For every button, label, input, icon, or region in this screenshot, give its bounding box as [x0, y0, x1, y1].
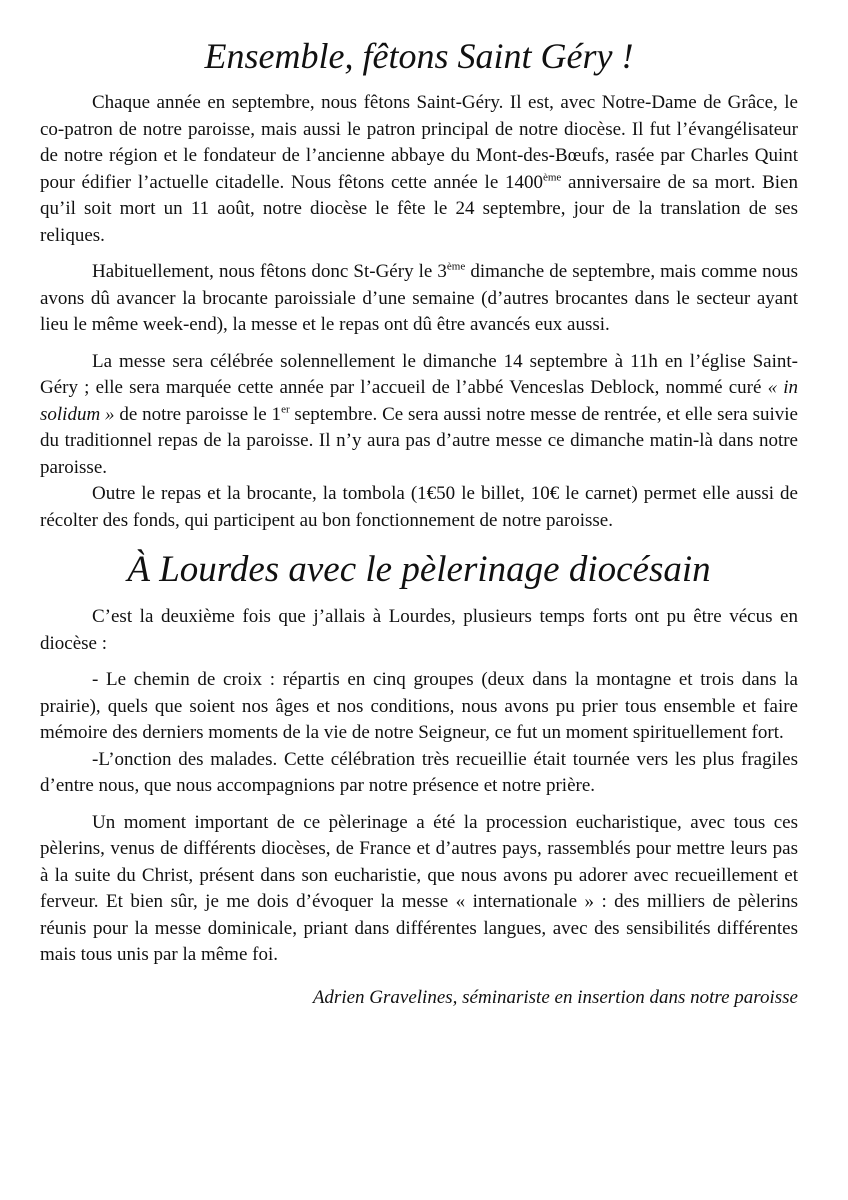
paragraph-date-change	[40, 259, 798, 339]
paragraph-chemin-de-croix: - Le chemin de croix : répartis en cinq groupes (deux dans la montagne et trois dans la prairie), quels que soient nos âges et nos conditions, nous avons pu prier tous ensemble et faire mémoire des derniers moments de la vie de notre Seigneur, ce fut un moment spirituellement fort.	[40, 669, 798, 743]
ordinal-superscript: ème	[542, 171, 562, 184]
text-segment: de notre paroisse le 1	[114, 403, 282, 425]
text-segment: Habituellement, nous fêtons donc St-Géry le 3	[92, 261, 447, 282]
paragraph-intro-saint-gery	[40, 90, 798, 249]
paragraph-tombola: Outre le repas et la brocante, la tombola (1€50 le billet, 10€ le carnet) permet elle aussi de récolter des fonds, qui participent au bon fonctionnement de notre paroisse.	[40, 483, 798, 531]
paragraph-procession: Un moment important de ce pèlerinage a été la procession eucharistique, avec tous ces pèlerins, venus de différents diocèses, de France et d’autres pays, rassemblés pour mettre leurs pas à la suite du Christ, présent dans son eucharistie, que nous avons pu adorer avec recueillement et ferveur. Et bien sûr, je me dois d’évoquer la messe « internationale » : des milliers de pèlerins réunis pour la messe dominicale, priant dans différentes langues, avec des sensibilités différentes mais tous unis par la même foi.	[40, 811, 798, 965]
author-signature: Adrien Gravelines, séminariste en insertion dans notre paroisse	[312, 986, 798, 1008]
ordinal-superscript: ème	[446, 260, 466, 273]
paragraph-mass-details	[40, 349, 798, 482]
section-title-saint-gery: Ensemble, fêtons Saint Géry !	[204, 36, 634, 76]
text-segment: La messe sera célébrée solennellement le dimanche 14 septembre à 11h en l’église Saint-Géry ; elle sera marquée cette année par l’accueil de l’abbé Venceslas Deblock, nommé curé	[40, 350, 798, 398]
text-segment: dimanche de septembre, mais comme nous avons dû avancer la brocante paroissiale d’une semaine (d’autres brocantes dans le secteur ayant lieu le même week-end), la messe et le repas ont dû être avancés eux aussi.	[40, 261, 798, 335]
text-segment: Chaque année en septembre, nous fêtons Saint-Géry. Il est, avec Notre-Dame de Grâce, le co-patron de notre paroisse, mais aussi le patron principal de notre diocèse. Il fut l’évangélisateur de notre région et le fondateur de l’ancienne abbaye du Mont-des-Bœufs, rasée par Charles Quint pour édifier l’actuelle citadelle. Nous fêtons cette année le 1400	[40, 92, 798, 193]
paragraph-onction-malades: -L’onction des malades. Cette célébration très recueillie était tournée vers les plus fragiles d’entre nous, que nous accompagnions par notre présence et notre prière.	[40, 748, 798, 796]
text-segment: anniversaire de sa mort. Bien qu’il soit mort un 11 août, notre diocèse le fête le 24 septembre, jour de la translation de ses reliques.	[40, 171, 798, 246]
paragraph-lourdes-intro: C’est la deuxième fois que j’allais à Lourdes, plusieurs temps forts ont pu être vécus en diocèse :	[40, 606, 798, 654]
latin-phrase: « in solidum »	[40, 377, 798, 425]
text-segment: septembre. Ce sera aussi notre messe de rentrée, et elle sera suivie du traditionnel repas de la paroisse. Il n’y aura pas d’autre messe ce dimanche matin-là dans notre paroisse.	[40, 403, 798, 478]
ordinal-superscript: er	[281, 403, 290, 416]
section-title-lourdes: À Lourdes avec le pèlerinage diocésain	[127, 549, 711, 590]
